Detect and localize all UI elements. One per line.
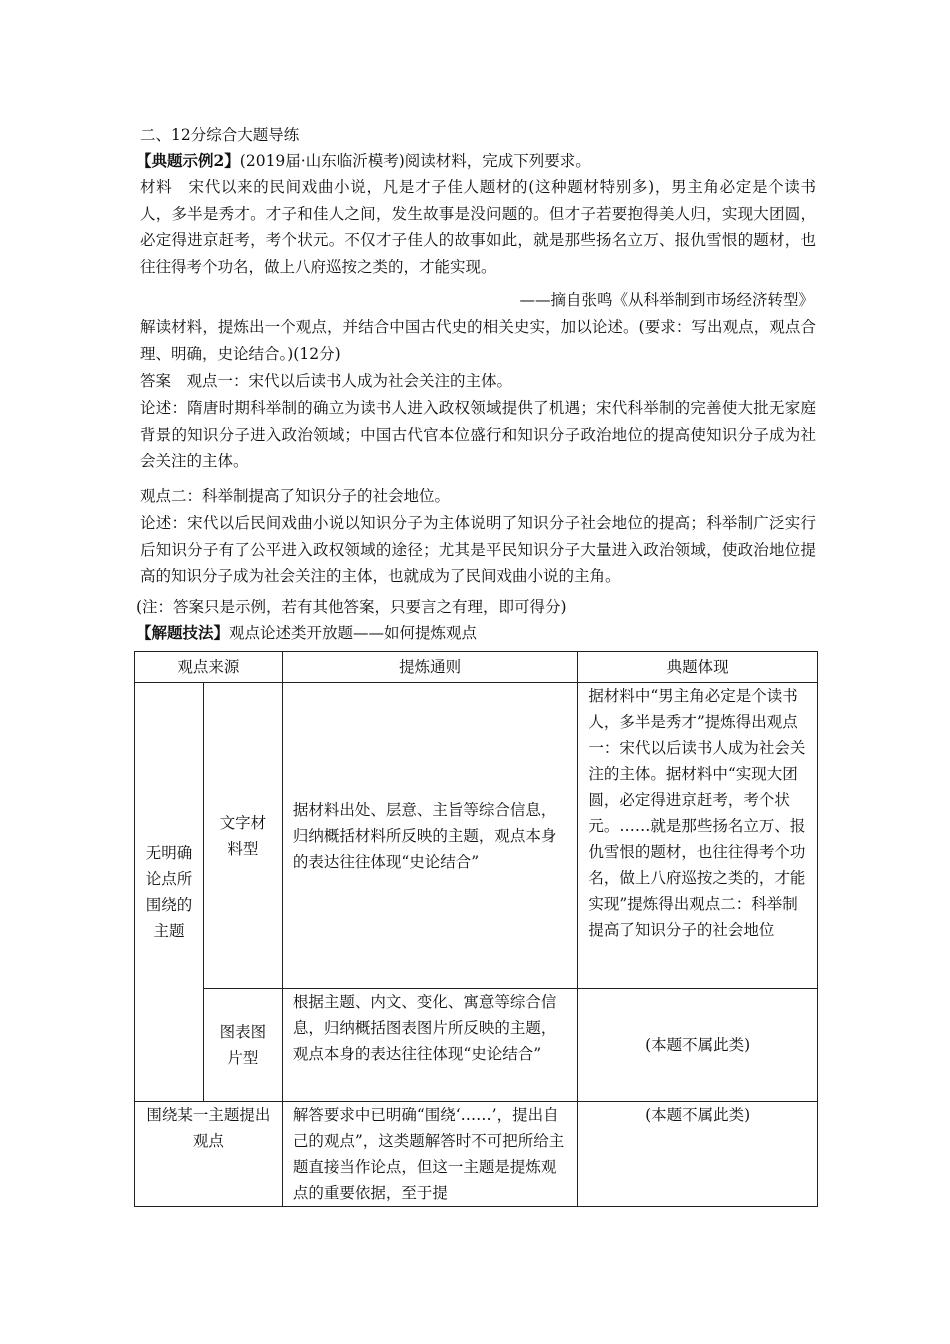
section-title: 二、12分综合大题导练 bbox=[140, 126, 300, 144]
question-text: 解读材料，提炼出一个观点，并结合中国古代史的相关史实，加以论述。(要求：写出观点，观点合理、明确，史论结合。)(12分) bbox=[140, 318, 816, 363]
row3-example: (本题不属此类) bbox=[578, 1102, 818, 1207]
answer-label: 答案 bbox=[140, 372, 172, 390]
table-header-row bbox=[135, 652, 818, 683]
example-tag: 【典题示例2】 bbox=[136, 151, 240, 170]
material-text: 宋代以来的民间戏曲小说，凡是才子佳人题材的(这种题材特别多)，男主角必定是个读书人，多半是秀才。才子和佳人之间，发生故事是没问题的。但才子若要抱得美人归，实现大团圆，必定得进京赶考，考个状元。不仅才子佳人的故事如此，就是那些扬名立万、报仇雪恨的题材，也往往得考个功名，做上八府巡按之类的，才能实现。 bbox=[140, 178, 816, 276]
material-label: 材料 bbox=[140, 178, 173, 196]
header-example: 典题体现 bbox=[578, 652, 818, 683]
row3-rule: 解答要求中已明确“围绕‘……’，提出自己的观点”，这类题解答时不可把所给主题直接当作论点，但这一主题是提炼观点的重要依据，至于提 bbox=[282, 1102, 578, 1207]
group-label: 无明确论点所围绕的主题 bbox=[135, 683, 204, 1102]
row1-example: 据材料中“男主角必定是个读书人，多半是秀才”提炼得出观点一：宋代以后读书人成为社会关注的主体。据材料中“实现大团圆，必定得进京赶考，考个状元。……就是那些扬名立万、报仇雪恨的题材，也往往得考个功名，做上八府巡按之类的，才能实现”提炼得出观点二：科举制提高了知识分子的社会地位 bbox=[578, 683, 818, 989]
table-row bbox=[135, 989, 818, 1102]
example-heading bbox=[136, 148, 591, 174]
answer-note: (注：答案只是示例，若有其他答案，只要言之有理，即可得分) bbox=[136, 598, 567, 616]
row1-rule: 据材料出处、层意、主旨等综合信息，归纳概括材料所反映的主题，观点本身的表达往往体现“史论结合” bbox=[282, 683, 578, 989]
example-source: (2019届·山东临沂模考)阅读材料，完成下列要求。 bbox=[239, 152, 591, 170]
row3-type: 围绕某一主题提出观点 bbox=[135, 1102, 283, 1207]
answer-view1-line bbox=[140, 368, 512, 394]
method-title: 观点论述类开放题——如何提炼观点 bbox=[229, 624, 478, 642]
table-row bbox=[135, 683, 818, 989]
method-table bbox=[134, 651, 818, 1207]
header-source: 观点来源 bbox=[135, 652, 283, 683]
answer-view2: 观点二：科举制提高了知识分子的社会地位。 bbox=[140, 487, 451, 505]
row1-type: 文字材料型 bbox=[203, 683, 282, 989]
row2-example: (本题不属此类) bbox=[578, 989, 818, 1102]
answer-view1: 观点一：宋代以后读书人成为社会关注的主体。 bbox=[186, 372, 513, 390]
material-citation: ——摘自张鸣《从科举制到市场经济转型》 bbox=[519, 291, 814, 309]
method-heading bbox=[136, 620, 477, 646]
answer-argument1: 论述：隋唐时期科举制的确立为读书人进入政权领域提供了机遇；宋代科举制的完善使大批无家庭背景的知识分子进入政治领域；中国古代官本位盛行和知识分子政治地位的提高使知识分子成为社会关注的主体。 bbox=[140, 399, 816, 470]
row2-rule: 根据主题、内文、变化、寓意等综合信息，归纳概括图表图片所反映的主题，观点本身的表达往往体现“史论结合” bbox=[282, 989, 578, 1102]
answer-argument2: 论述：宋代以后民间戏曲小说以知识分子为主体说明了知识分子社会地位的提高；科举制广泛实行后知识分子有了公平进入政权领域的途径；尤其是平民知识分子大量进入政治领域，使政治地位提高的知识分子成为社会关注的主体，也就成为了民间戏曲小说的主角。 bbox=[140, 514, 816, 585]
row2-type: 图表图片型 bbox=[203, 989, 282, 1102]
material-paragraph bbox=[140, 174, 816, 280]
method-tag: 【解题技法】 bbox=[136, 623, 230, 642]
table-row bbox=[135, 1102, 818, 1207]
header-rule: 提炼通则 bbox=[282, 652, 578, 683]
